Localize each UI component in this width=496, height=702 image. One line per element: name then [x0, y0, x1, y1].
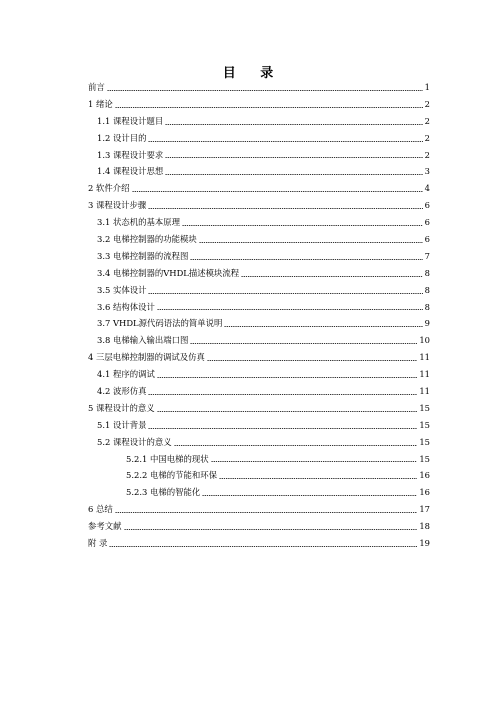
toc-entry-page-number: 8 — [424, 267, 430, 278]
toc-entry-title: 1 绪论 — [88, 98, 113, 109]
toc-entry[interactable] — [88, 180, 430, 197]
toc-entry-title: 1.3 课程设计要求 — [97, 149, 164, 160]
toc-entry-title: 4.2 波形仿真 — [97, 386, 147, 397]
toc-entry-page-number: 6 — [424, 234, 430, 245]
toc-entry[interactable] — [88, 400, 430, 417]
toc-entry-page-number: 10 — [419, 335, 430, 346]
toc-entry[interactable] — [88, 332, 430, 349]
toc-leader-dots — [107, 90, 423, 91]
toc-entry[interactable] — [88, 535, 430, 552]
toc-entry-page-number: 15 — [419, 419, 430, 430]
toc-entry[interactable] — [88, 518, 430, 535]
toc-entry-page-number: 19 — [419, 538, 430, 549]
toc-entry-page-number: 11 — [419, 386, 430, 397]
toc-leader-dots — [165, 174, 422, 175]
toc-leader-dots — [148, 293, 422, 294]
toc-entry-title: 3.1 状态机的基本原理 — [97, 217, 180, 228]
toc-entry-title: 3.8 电梯输入输出端口图 — [97, 335, 189, 346]
toc-entry-page-number: 2 — [424, 115, 430, 126]
toc-entry-title: 1.4 课程设计思想 — [97, 166, 164, 177]
toc-entry[interactable] — [88, 484, 430, 501]
toc-entry-title: 4.1 程序的调试 — [97, 369, 155, 380]
toc-entry-title: 5.1 设计背景 — [97, 419, 147, 430]
toc-leader-dots — [109, 546, 417, 547]
toc-entry-page-number: 17 — [419, 504, 430, 515]
toc-leader-dots — [174, 445, 418, 446]
toc-entry-title: 5.2 课程设计的意义 — [97, 436, 172, 447]
toc-leader-dots — [148, 208, 422, 209]
toc-list — [88, 79, 430, 552]
toc-entry-page-number: 8 — [424, 284, 430, 295]
toc-entry[interactable] — [88, 501, 430, 518]
toc-entry[interactable] — [88, 79, 430, 96]
toc-leader-dots — [148, 394, 417, 395]
toc-entry-page-number: 15 — [419, 436, 430, 447]
toc-entry-title: 1.2 设计目的 — [97, 132, 147, 143]
toc-entry-title: 5.2.1 中国电梯的现状 — [126, 453, 209, 464]
toc-entry-title: 6 总结 — [88, 504, 113, 515]
toc-entry[interactable] — [88, 147, 430, 164]
toc-leader-dots — [165, 124, 422, 125]
toc-entry-page-number: 4 — [424, 183, 430, 194]
toc-entry-title: 1.1 课程设计题目 — [97, 115, 164, 126]
toc-leader-dots — [207, 360, 417, 361]
toc-leader-dots — [157, 309, 423, 310]
toc-leader-dots — [211, 461, 418, 462]
toc-entry-title: 3.4 电梯控制器的VHDL描述模块流程 — [97, 267, 240, 278]
toc-entry-title: 3.2 电梯控制器的功能模块 — [97, 234, 197, 245]
toc-entry[interactable] — [88, 417, 430, 434]
toc-leader-dots — [199, 242, 423, 243]
toc-entry[interactable] — [88, 197, 430, 214]
toc-entry-page-number: 2 — [424, 98, 430, 109]
toc-leader-dots — [182, 225, 423, 226]
toc-entry-title: 5.2.2 电梯的节能和环保 — [126, 470, 217, 481]
toc-entry-title: 附 录 — [88, 538, 108, 549]
toc-entry-page-number: 15 — [419, 402, 430, 413]
toc-leader-dots — [157, 377, 417, 378]
toc-entry[interactable] — [88, 366, 430, 383]
toc-leader-dots — [148, 428, 417, 429]
toc-entry-page-number: 7 — [424, 250, 430, 261]
toc-entry-title: 4 三层电梯控制器的调试及仿真 — [88, 352, 205, 363]
toc-entry-page-number: 2 — [424, 132, 430, 143]
toc-entry[interactable] — [88, 299, 430, 316]
toc-entry-title: 3.3 电梯控制器的流程图 — [97, 250, 189, 261]
toc-entry[interactable] — [88, 214, 430, 231]
toc-entry-title: 3 课程设计步骤 — [88, 200, 147, 211]
toc-entry-page-number: 6 — [424, 217, 430, 228]
toc-entry-title: 3.5 实体设计 — [97, 284, 147, 295]
toc-leader-dots — [148, 141, 422, 142]
toc-entry-title: 参考文献 — [88, 521, 122, 532]
toc-entry[interactable] — [88, 163, 430, 180]
toc-entry[interactable] — [88, 96, 430, 113]
toc-entry-title: 5 课程设计的意义 — [88, 402, 155, 413]
toc-leader-dots — [202, 495, 417, 496]
toc-entry-page-number: 16 — [419, 470, 430, 481]
toc-entry-title: 3.7 VHDL源代码语法的简单说明 — [97, 318, 223, 329]
toc-entry[interactable] — [88, 315, 430, 332]
toc-leader-dots — [190, 259, 422, 260]
toc-entry-page-number: 11 — [419, 352, 430, 363]
toc-leader-dots — [115, 107, 423, 108]
toc-entry-title: 2 软件介绍 — [88, 183, 130, 194]
toc-entry-page-number: 16 — [419, 487, 430, 498]
toc-leader-dots — [115, 512, 418, 513]
toc-leader-dots — [190, 343, 417, 344]
toc-entry-page-number: 1 — [424, 82, 430, 92]
toc-leader-dots — [224, 326, 422, 327]
toc-leader-dots — [165, 157, 422, 158]
toc-entry-title: 5.2.3 电梯的智能化 — [126, 487, 201, 498]
toc-entry[interactable] — [88, 467, 430, 484]
toc-entry-page-number: 18 — [419, 521, 430, 532]
toc-entry[interactable] — [88, 282, 430, 299]
toc-entry[interactable] — [88, 248, 430, 265]
toc-leader-dots — [132, 191, 423, 192]
toc-entry-page-number: 8 — [424, 301, 430, 312]
toc-title: 目 录 — [222, 66, 284, 81]
toc-entry[interactable] — [88, 265, 430, 282]
toc-entry-title: 3.6 结构体设计 — [97, 301, 155, 312]
toc-leader-dots — [157, 411, 418, 412]
toc-entry[interactable] — [88, 434, 430, 451]
toc-leader-dots — [219, 478, 417, 479]
toc-leader-dots — [124, 529, 418, 530]
toc-entry-page-number: 15 — [419, 453, 430, 464]
toc-leader-dots — [241, 276, 423, 277]
toc-entry[interactable] — [88, 349, 430, 366]
toc-entry[interactable] — [88, 231, 430, 248]
toc-entry-page-number: 11 — [419, 369, 430, 380]
toc-entry[interactable] — [88, 113, 430, 130]
toc-entry-title: 前言 — [88, 82, 105, 92]
toc-entry[interactable] — [88, 451, 430, 468]
toc-entry-page-number: 6 — [424, 200, 430, 211]
toc-entry[interactable] — [88, 130, 430, 147]
toc-entry-page-number: 2 — [424, 149, 430, 160]
toc-entry-page-number: 3 — [424, 166, 430, 177]
toc-entry[interactable] — [88, 383, 430, 400]
toc-entry-page-number: 9 — [424, 318, 430, 329]
